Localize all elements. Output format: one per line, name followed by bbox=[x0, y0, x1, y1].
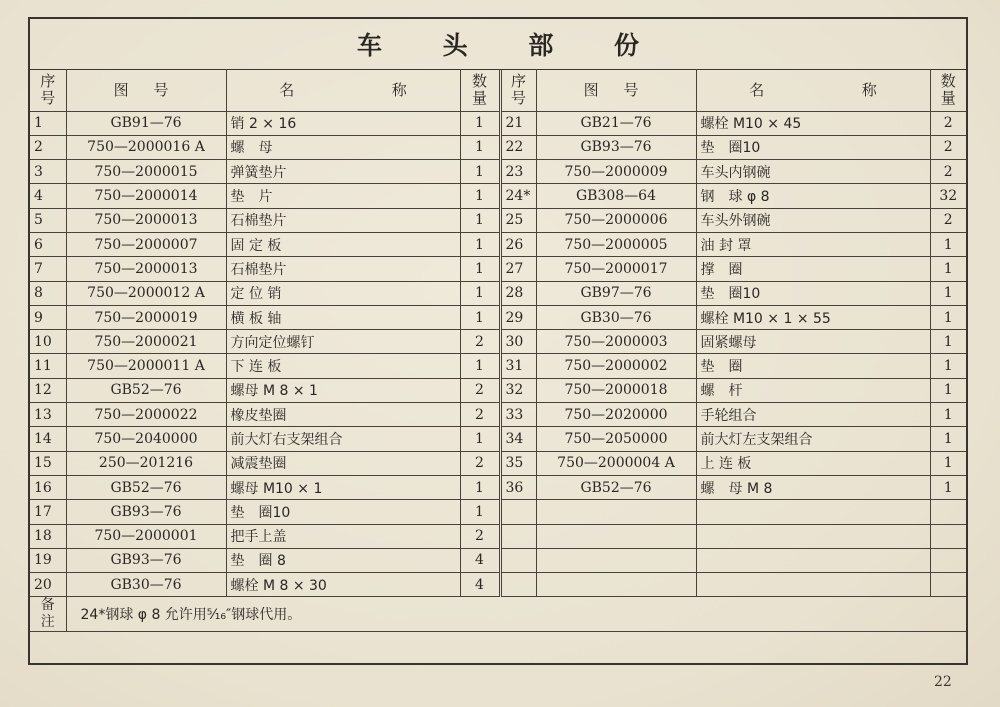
row-no: 10 bbox=[30, 330, 66, 354]
row-code bbox=[536, 500, 696, 524]
table-row bbox=[30, 354, 966, 378]
row-no bbox=[500, 524, 536, 548]
table-row bbox=[30, 232, 966, 256]
header-qty-right: 数量 bbox=[930, 69, 966, 111]
row-code: GB93—76 bbox=[536, 135, 696, 159]
row-code: 750—2000013 bbox=[66, 257, 226, 281]
row-qty: 2 bbox=[930, 208, 966, 232]
row-name: 螺栓 M10 × 45 bbox=[696, 111, 930, 135]
row-name: 前大灯左支架组合 bbox=[696, 427, 930, 451]
row-code: 750—2000001 bbox=[66, 524, 226, 548]
row-code: 750—2000013 bbox=[66, 208, 226, 232]
header-name-right: 名 称 bbox=[696, 69, 930, 111]
row-name bbox=[696, 573, 930, 597]
row-qty: 1 bbox=[460, 257, 500, 281]
row-code: 750—2000021 bbox=[66, 330, 226, 354]
row-qty: 2 bbox=[930, 135, 966, 159]
table-row bbox=[30, 305, 966, 329]
row-code: GB30—76 bbox=[66, 573, 226, 597]
row-qty: 1 bbox=[460, 208, 500, 232]
table-header-row bbox=[30, 69, 966, 111]
row-name bbox=[696, 548, 930, 572]
row-name: 前大灯右支架组合 bbox=[226, 427, 460, 451]
row-qty: 1 bbox=[930, 451, 966, 475]
page-number: 22 bbox=[934, 674, 952, 690]
row-qty: 1 bbox=[930, 232, 966, 256]
table-row bbox=[30, 281, 966, 305]
row-qty: 1 bbox=[460, 232, 500, 256]
row-no: 3 bbox=[30, 160, 66, 184]
row-code: 750—2000005 bbox=[536, 232, 696, 256]
header-seq-right: 序号 bbox=[500, 69, 536, 111]
row-code: 750—2000011 A bbox=[66, 354, 226, 378]
row-qty: 1 bbox=[460, 475, 500, 499]
row-no: 22 bbox=[500, 135, 536, 159]
row-no: 35 bbox=[500, 451, 536, 475]
row-name: 螺 母 M 8 bbox=[696, 475, 930, 499]
row-name: 垫 圈10 bbox=[226, 500, 460, 524]
row-code: GB91—76 bbox=[66, 111, 226, 135]
table-row bbox=[30, 160, 966, 184]
row-qty: 1 bbox=[460, 184, 500, 208]
row-name: 手轮组合 bbox=[696, 403, 930, 427]
row-name: 钢 球 φ 8 bbox=[696, 184, 930, 208]
table-row bbox=[30, 451, 966, 475]
row-no: 13 bbox=[30, 403, 66, 427]
row-name: 上 连 板 bbox=[696, 451, 930, 475]
row-qty: 1 bbox=[460, 111, 500, 135]
row-qty: 1 bbox=[930, 475, 966, 499]
parts-table bbox=[30, 69, 966, 632]
row-no: 6 bbox=[30, 232, 66, 256]
row-qty: 1 bbox=[460, 305, 500, 329]
note-row bbox=[30, 597, 966, 632]
row-qty: 2 bbox=[460, 524, 500, 548]
row-name: 定 位 销 bbox=[226, 281, 460, 305]
row-qty: 1 bbox=[460, 500, 500, 524]
row-no bbox=[500, 573, 536, 597]
row-code: 750—2000007 bbox=[66, 232, 226, 256]
row-code: 750—2000012 A bbox=[66, 281, 226, 305]
row-qty: 1 bbox=[930, 257, 966, 281]
row-code: 750—2000006 bbox=[536, 208, 696, 232]
row-no: 4 bbox=[30, 184, 66, 208]
row-code: 750—2000009 bbox=[536, 160, 696, 184]
row-code: 750—2000017 bbox=[536, 257, 696, 281]
note-text: 24*钢球 φ 8 允许用⁵⁄₁₆″钢球代用。 bbox=[66, 597, 966, 632]
row-name: 垫 片 bbox=[226, 184, 460, 208]
row-name: 垫 圈 8 bbox=[226, 548, 460, 572]
row-code: 750—2000018 bbox=[536, 378, 696, 402]
row-code: 250—201216 bbox=[66, 451, 226, 475]
row-no: 14 bbox=[30, 427, 66, 451]
row-code: 750—2000015 bbox=[66, 160, 226, 184]
row-no: 16 bbox=[30, 475, 66, 499]
row-no: 1 bbox=[30, 111, 66, 135]
table-row bbox=[30, 524, 966, 548]
row-name: 固紧螺母 bbox=[696, 330, 930, 354]
row-code bbox=[536, 573, 696, 597]
row-qty bbox=[930, 573, 966, 597]
page-title: 车 头 部 份 bbox=[356, 31, 666, 60]
row-code: 750—2000003 bbox=[536, 330, 696, 354]
row-code: GB93—76 bbox=[66, 548, 226, 572]
row-qty: 1 bbox=[460, 354, 500, 378]
row-code: GB52—76 bbox=[66, 378, 226, 402]
table-row bbox=[30, 257, 966, 281]
row-code: 750—2000002 bbox=[536, 354, 696, 378]
row-qty: 32 bbox=[930, 184, 966, 208]
row-no: 23 bbox=[500, 160, 536, 184]
row-code: 750—2000016 A bbox=[66, 135, 226, 159]
row-code: 750—2000022 bbox=[66, 403, 226, 427]
row-qty: 1 bbox=[930, 305, 966, 329]
row-qty: 4 bbox=[460, 573, 500, 597]
table-row bbox=[30, 475, 966, 499]
row-code: GB308—64 bbox=[536, 184, 696, 208]
row-code: GB97—76 bbox=[536, 281, 696, 305]
row-qty: 4 bbox=[460, 548, 500, 572]
parts-frame bbox=[28, 17, 968, 665]
title-bar bbox=[30, 19, 966, 70]
row-no: 27 bbox=[500, 257, 536, 281]
row-code: 750—2040000 bbox=[66, 427, 226, 451]
table-row bbox=[30, 378, 966, 402]
table-row bbox=[30, 184, 966, 208]
row-code bbox=[536, 548, 696, 572]
row-name: 横 板 轴 bbox=[226, 305, 460, 329]
row-no: 7 bbox=[30, 257, 66, 281]
row-code: 750—2000019 bbox=[66, 305, 226, 329]
row-qty: 1 bbox=[930, 403, 966, 427]
row-qty bbox=[930, 524, 966, 548]
row-name: 橡皮垫圈 bbox=[226, 403, 460, 427]
row-qty: 1 bbox=[460, 135, 500, 159]
row-name: 螺 母 bbox=[226, 135, 460, 159]
row-name: 螺母 M 8 × 1 bbox=[226, 378, 460, 402]
row-no: 8 bbox=[30, 281, 66, 305]
row-name: 垫 圈10 bbox=[696, 135, 930, 159]
table-row bbox=[30, 111, 966, 135]
row-no: 26 bbox=[500, 232, 536, 256]
row-name: 把手上盖 bbox=[226, 524, 460, 548]
row-no: 18 bbox=[30, 524, 66, 548]
row-code bbox=[536, 524, 696, 548]
row-qty: 2 bbox=[460, 330, 500, 354]
row-qty: 1 bbox=[930, 354, 966, 378]
row-qty: 2 bbox=[930, 160, 966, 184]
row-no: 31 bbox=[500, 354, 536, 378]
table-row bbox=[30, 548, 966, 572]
row-no bbox=[500, 548, 536, 572]
row-no: 28 bbox=[500, 281, 536, 305]
row-no: 21 bbox=[500, 111, 536, 135]
row-name: 销 2 × 16 bbox=[226, 111, 460, 135]
row-name bbox=[696, 500, 930, 524]
row-no: 15 bbox=[30, 451, 66, 475]
row-qty: 1 bbox=[930, 330, 966, 354]
row-name: 石棉垫片 bbox=[226, 208, 460, 232]
header-name: 名 称 bbox=[226, 69, 460, 111]
table-row bbox=[30, 427, 966, 451]
row-qty: 2 bbox=[930, 111, 966, 135]
row-name: 车头外钢碗 bbox=[696, 208, 930, 232]
row-no: 24* bbox=[500, 184, 536, 208]
row-no: 2 bbox=[30, 135, 66, 159]
table-row bbox=[30, 208, 966, 232]
row-name: 螺母 M10 × 1 bbox=[226, 475, 460, 499]
row-name: 油 封 罩 bbox=[696, 232, 930, 256]
note-label: 备注 bbox=[30, 597, 66, 632]
row-name: 螺栓 M 8 × 30 bbox=[226, 573, 460, 597]
row-name: 螺 杆 bbox=[696, 378, 930, 402]
row-name: 弹簧垫片 bbox=[226, 160, 460, 184]
row-code: 750—2050000 bbox=[536, 427, 696, 451]
row-qty: 1 bbox=[460, 160, 500, 184]
row-name: 下 连 板 bbox=[226, 354, 460, 378]
table-row bbox=[30, 135, 966, 159]
row-qty bbox=[930, 500, 966, 524]
row-code: GB21—76 bbox=[536, 111, 696, 135]
row-code: 750—2000014 bbox=[66, 184, 226, 208]
row-no: 34 bbox=[500, 427, 536, 451]
row-qty: 1 bbox=[930, 281, 966, 305]
header-seq: 序号 bbox=[30, 69, 66, 111]
row-name: 撑 圈 bbox=[696, 257, 930, 281]
table-row bbox=[30, 403, 966, 427]
row-name: 减震垫圈 bbox=[226, 451, 460, 475]
table-row bbox=[30, 330, 966, 354]
row-code: GB30—76 bbox=[536, 305, 696, 329]
table-row bbox=[30, 573, 966, 597]
header-qty: 数量 bbox=[460, 69, 500, 111]
row-name: 固 定 板 bbox=[226, 232, 460, 256]
row-no: 33 bbox=[500, 403, 536, 427]
row-no: 20 bbox=[30, 573, 66, 597]
row-qty: 2 bbox=[460, 451, 500, 475]
row-no bbox=[500, 500, 536, 524]
row-code: 750—2000004 A bbox=[536, 451, 696, 475]
row-name: 石棉垫片 bbox=[226, 257, 460, 281]
row-qty: 1 bbox=[460, 427, 500, 451]
row-name: 垫 圈 bbox=[696, 354, 930, 378]
row-code: 750—2020000 bbox=[536, 403, 696, 427]
row-no: 9 bbox=[30, 305, 66, 329]
row-no: 32 bbox=[500, 378, 536, 402]
row-qty: 2 bbox=[460, 403, 500, 427]
row-code: GB52—76 bbox=[66, 475, 226, 499]
row-qty: 1 bbox=[930, 378, 966, 402]
row-no: 11 bbox=[30, 354, 66, 378]
row-no: 25 bbox=[500, 208, 536, 232]
row-no: 36 bbox=[500, 475, 536, 499]
row-no: 30 bbox=[500, 330, 536, 354]
table-row bbox=[30, 500, 966, 524]
row-qty bbox=[930, 548, 966, 572]
row-code: GB93—76 bbox=[66, 500, 226, 524]
row-name bbox=[696, 524, 930, 548]
row-name: 车头内钢碗 bbox=[696, 160, 930, 184]
row-no: 17 bbox=[30, 500, 66, 524]
row-name: 方向定位螺钉 bbox=[226, 330, 460, 354]
row-name: 螺栓 M10 × 1 × 55 bbox=[696, 305, 930, 329]
row-no: 5 bbox=[30, 208, 66, 232]
row-name: 垫 圈10 bbox=[696, 281, 930, 305]
header-code: 图 号 bbox=[66, 69, 226, 111]
header-code-right: 图 号 bbox=[536, 69, 696, 111]
row-no: 19 bbox=[30, 548, 66, 572]
row-no: 12 bbox=[30, 378, 66, 402]
row-qty: 1 bbox=[930, 427, 966, 451]
row-no: 29 bbox=[500, 305, 536, 329]
row-qty: 1 bbox=[460, 281, 500, 305]
row-code: GB52—76 bbox=[536, 475, 696, 499]
row-qty: 2 bbox=[460, 378, 500, 402]
